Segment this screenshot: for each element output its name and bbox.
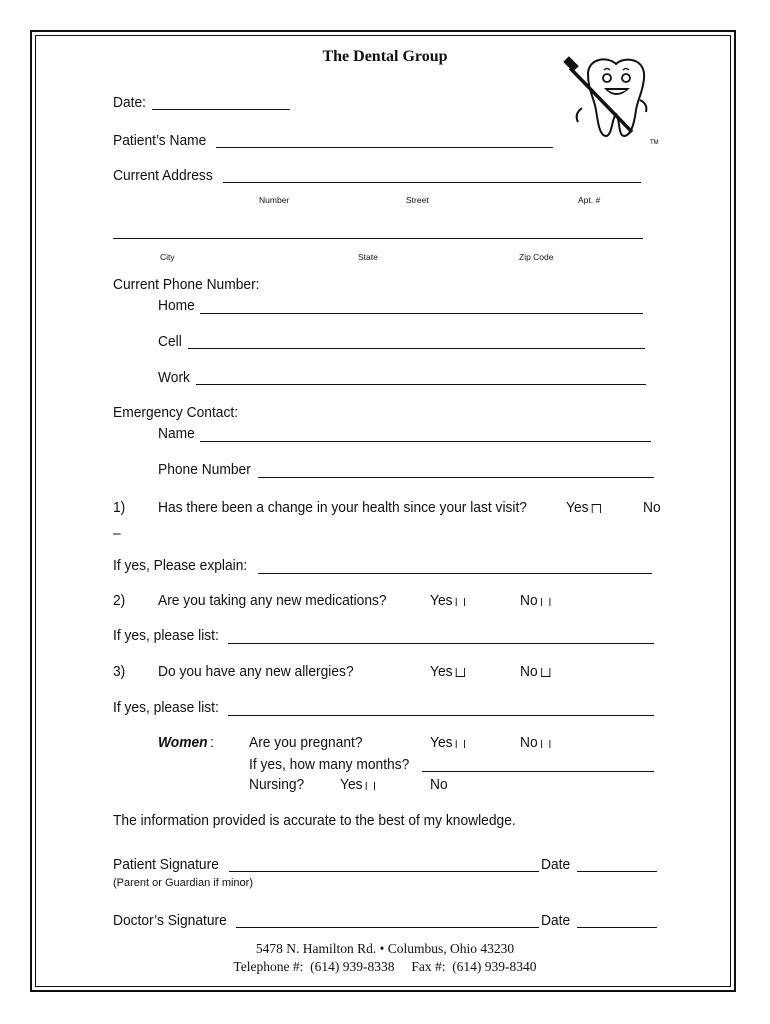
emergency-name-label: Name [158,425,195,442]
patient-signature-label: Patient Signature [113,856,219,873]
question-3-list-field[interactable] [228,715,654,716]
patient-date-label: Date [541,856,571,873]
nursing-no-option[interactable]: No [430,776,448,793]
checkbox-icon [456,668,465,677]
nursing-yes-label: Yes [340,776,363,793]
patient-name-label: Patient’s Name [113,132,207,149]
question-2-list-label: If yes, please list: [113,627,219,644]
question-3-text: Do you have any new allergies? [158,663,354,680]
cell-phone-label: Cell [158,333,182,350]
question-2-no-option[interactable] [520,592,551,609]
address-line2-field[interactable] [113,238,643,239]
pregnant-question: Are you pregnant? [249,734,363,751]
checkbox-icon [456,740,465,748]
nursing-question: Nursing? [249,776,305,793]
question-3-yes-option[interactable] [430,663,465,680]
cell-phone-field[interactable] [188,348,645,349]
date-label: Date: [113,94,146,111]
footer-phone-fax: Telephone #: (614) 939-8338 Fax #: (614) 939-8340 [233,959,537,974]
question-3-no-label: No [520,663,538,680]
doctor-signature-field[interactable] [236,927,539,928]
address-city-caption: City [160,252,175,262]
doctor-signature-label: Doctor’s Signature [113,912,227,929]
attestation-statement: The information provided is accurate to the best of my knowledge. [113,812,516,829]
emergency-phone-field[interactable] [258,477,654,478]
address-street-caption: Street [406,195,429,205]
checkbox-icon [541,740,550,748]
pregnant-yes-label: Yes [430,734,453,751]
checkbox-icon [456,598,465,606]
emergency-contact-label: Emergency Contact: [113,404,239,421]
tooth-mascot-logo-icon [560,52,670,144]
checkbox-icon [541,598,550,606]
pregnant-yes-option[interactable] [430,734,465,751]
emergency-phone-label: Phone Number [158,461,251,478]
question-3-number: 3) [113,663,126,680]
question-2-list-field[interactable] [228,643,654,644]
question-1-explain-label: If yes, Please explain: [113,557,248,574]
footer-address: 5478 N. Hamilton Rd. • Columbus, Ohio 43230 [255,941,515,956]
pregnancy-months-field[interactable] [422,771,654,772]
question-1-text: Has there been a change in your health since your last visit? [158,499,527,516]
question-3-no-option[interactable] [520,663,551,680]
home-phone-label: Home [158,297,195,314]
question-1-no-checkbox-dash: – [113,525,121,542]
patient-signature-field[interactable] [229,871,539,872]
address-zip-caption: Zip Code [519,252,554,262]
parent-guardian-note: (Parent or Guardian if minor) [113,877,253,889]
women-label-colon: : [210,734,214,751]
question-1-explain-field[interactable] [258,573,652,574]
current-phone-label: Current Phone Number: [113,276,260,293]
pregnant-no-option[interactable] [520,734,551,751]
question-2-no-label: No [520,592,538,609]
work-phone-label: Work [158,369,190,386]
question-2-yes-option[interactable] [430,592,465,609]
date-field[interactable] [152,109,290,110]
address-state-caption: State [358,252,378,262]
question-2-number: 2) [113,592,126,609]
question-1-no-label[interactable]: No [643,499,661,516]
question-1-number: 1) [113,499,126,516]
question-2-text: Are you taking any new medications? [158,592,387,609]
doctor-date-field[interactable] [577,927,657,928]
question-3-yes-label: Yes [430,663,453,680]
question-1-yes-option[interactable] [566,499,601,516]
page-title: The Dental Group [322,48,448,65]
checkbox-icon [592,504,601,513]
pregnancy-months-label: If yes, how many months? [249,756,410,773]
pregnant-no-label: No [520,734,538,751]
patient-date-field[interactable] [577,871,657,872]
question-1-yes-label: Yes [566,499,589,516]
question-2-yes-label: Yes [430,592,453,609]
trademark-mark: TM [650,140,659,144]
patient-name-field[interactable] [216,147,553,148]
checkbox-icon [541,668,550,677]
address-apt-caption: Apt. # [578,195,601,205]
question-3-list-label: If yes, please list: [113,699,219,716]
address-line1-field[interactable] [223,182,641,183]
current-address-label: Current Address [113,167,213,184]
checkbox-icon [366,782,375,790]
emergency-name-field[interactable] [200,441,651,442]
doctor-date-label: Date [541,912,571,929]
address-number-caption: Number [259,195,290,205]
women-section-label: Women [158,734,208,751]
home-phone-field[interactable] [200,313,643,314]
nursing-yes-option[interactable] [340,776,375,793]
work-phone-field[interactable] [196,384,646,385]
